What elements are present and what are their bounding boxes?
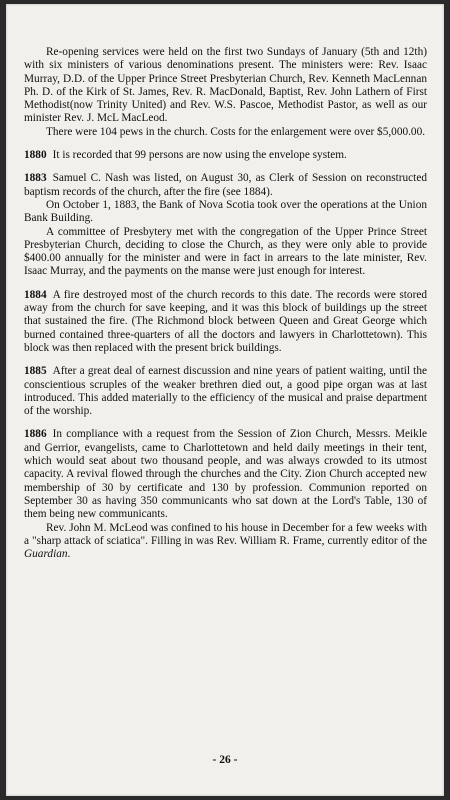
entry-1884-paragraph — [24, 289, 427, 355]
entry-text: Samuel C. Nash was listed, on August 30, as Clerk of Session on reconstructed baptism records of the church, after the fire (see 1884). — [24, 172, 427, 198]
sciatica-paragraph — [24, 522, 427, 562]
entry-1886-paragraph — [24, 428, 427, 521]
page-number: - 26 - — [212, 754, 238, 766]
entry-1885 — [24, 365, 427, 418]
entry-text: In compliance with a request from the Session of Zion Church, Messrs. Meikle and Gerrior, evangelists, came to Charlottetown and held daily meetings in their tent, which would seat about two thousand people, and was always crowded to its utmost capacity. A revival flowed through the churches and the City. Zion Church accepted new membership of 30 by certificate and 130 by profession. Communion reported on September 30 as having 350 communicants who sat down at the Lord's Table, 130 of them being new communicants. — [24, 428, 427, 521]
entry-text: After a great deal of earnest discussion and nine years of patient waiting, until the conscientious scruples of the weaker brethren died out, a good pipe organ was at last introduced. This added materially to the efficiency of the musical and praise department of the worship. — [24, 365, 427, 418]
reopening-section — [24, 46, 427, 139]
document-page — [6, 4, 444, 796]
sciatica-text: Rev. John M. McLeod was confined to his house in December for a few weeks with a "sharp attack of sciatica". Filling in was Rev. William R. Frame, currently editor of the — [24, 521, 427, 547]
bank-paragraph: On October 1, 1883, the Bank of Nova Scotia took over the operations at the Union Bank Building. — [24, 198, 427, 225]
pews-paragraph: There were 104 pews in the church. Costs for the enlargement were over $5,000.00. — [46, 125, 426, 138]
entry-1883-paragraph — [24, 172, 427, 199]
entry-text: A fire destroyed most of the church records to this date. The records were stored away from the church for save keeping, and it was this block of buildings up the street that sustained the fire. (The Richmond block between Queen and Great George which burned contained three-quarters of all the doctors and lawyers in Charlottetown). This block was then replaced with the present brick buildings. — [24, 288, 427, 354]
entry-1885-paragraph — [24, 365, 427, 418]
year-label: 1884 — [24, 288, 47, 301]
presbytery-paragraph: A committee of Presbytery met with the congregation of the Upper Prince Street Presbyterian Church, deciding to close the Church, as they were only able to provide $400.00 annually for the minister and were in fact in arrears to the late minister, Rev. Isaac Murray, and the payments on the manse were just enough for interest. — [24, 225, 427, 278]
year-label: 1883 — [24, 172, 47, 185]
year-label: 1886 — [24, 428, 47, 441]
entry-text: It is recorded that 99 persons are now using the envelope system. — [52, 149, 347, 162]
guardian-title: Guardian — [24, 548, 68, 561]
year-label: 1885 — [24, 365, 47, 378]
year-label: 1880 — [24, 149, 47, 162]
reopening-paragraph: Re-opening services were held on the first two Sundays of January (5th and 12th) with six ministers of various denominations present. The ministers were: Rev. Isaac Murray, D.D. of the Upper Prince Street Presbyterian Church, Rev. Kenneth MacLennan Ph. D. of the Kirk of St. James, Rev. R. MacDonald, Baptist, Rev. John Lathern of First Methodist(now Trinity United) and Rev. W.S. Pascoe, Methodist Pastor, as well as our minister Rev. J. McL MacLeod. — [24, 46, 427, 125]
page-content — [24, 46, 427, 570]
entry-1884 — [24, 289, 427, 355]
entry-1880 — [24, 149, 427, 162]
sciatica-end: . — [67, 548, 71, 561]
entry-1886 — [24, 428, 427, 561]
entry-1883 — [24, 172, 427, 278]
entry-1880-paragraph — [24, 149, 427, 162]
